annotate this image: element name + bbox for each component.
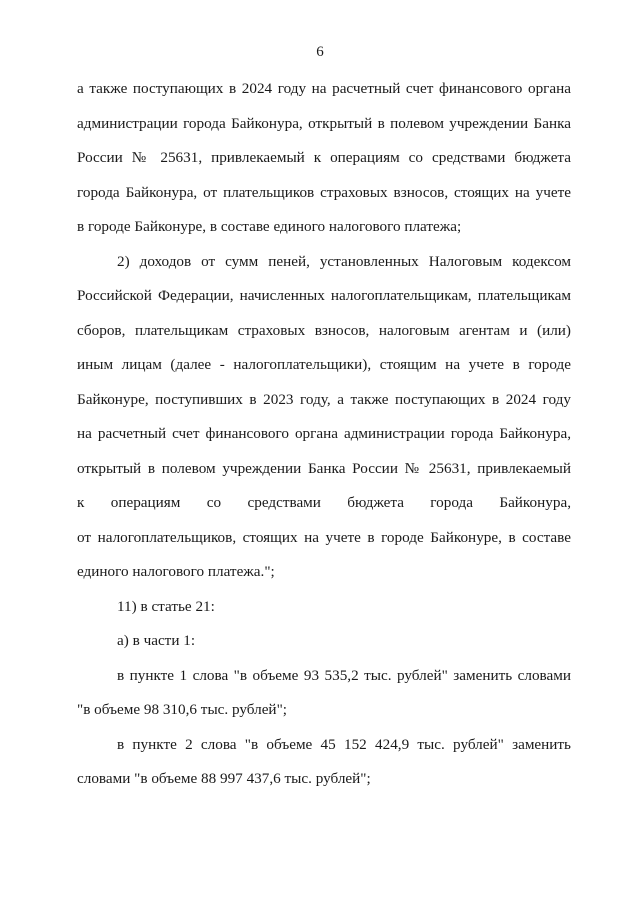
paragraph — [77, 590, 571, 625]
page-number: 6 — [316, 44, 324, 60]
text-line: в пункте 2 слова "в объеме 45 152 424,9 тыс. рублей" заменить — [117, 735, 571, 753]
text-line: в городе Байконуре, в составе единого налогового платежа; — [77, 218, 462, 235]
text-line: словами "в объеме 88 997 437,6 тыс. рублей"; — [77, 770, 371, 787]
text-line: открытый в полевом учреждении Банка России № 25631, привлекаемый — [77, 459, 571, 477]
text-line: России № 25631, привлекаемый к операциям со средствами бюджета — [77, 149, 571, 166]
text-line: Российской Федерации, начисленных налогоплательщикам, плательщикам — [77, 287, 571, 304]
paragraph — [77, 728, 571, 797]
text-line: в пункте 1 слова "в объеме 93 535,2 тыс. рублей" заменить словами — [117, 666, 571, 684]
document-body — [77, 72, 571, 797]
paragraph — [77, 245, 571, 590]
text-line: Байконуре, поступивших в 2023 году, а также поступающих в 2024 году — [77, 390, 571, 408]
text-line: единого налогового платежа."; — [77, 563, 275, 580]
text-line: 2) доходов от сумм пеней, установленных Налоговым кодексом — [117, 252, 571, 270]
text-line: сборов, плательщикам страховых взносов, налоговым агентам и (или) — [77, 321, 571, 339]
paragraph — [77, 659, 571, 728]
text-line: иным лицам (далее - налогоплательщики), стоящим на учете в городе — [77, 356, 571, 373]
text-line: "в объеме 98 310,6 тыс. рублей"; — [77, 701, 287, 718]
paragraph — [77, 72, 571, 245]
text-line: а) в части 1: — [117, 632, 196, 649]
text-line: города Байконура, от плательщиков страховых взносов, стоящих на учете — [77, 183, 571, 201]
text-line: на расчетный счет финансового органа администрации города Байконура, — [77, 425, 571, 442]
text-line: 11) в статье 21: — [117, 597, 215, 615]
text-line: администрации города Байконура, открытый в полевом учреждении Банка — [77, 114, 571, 132]
text-line: а также поступающих в 2024 году на расчетный счет финансового органа — [77, 80, 571, 97]
text-line: от налогоплательщиков, стоящих на учете в городе Байконуре, в составе — [77, 528, 571, 546]
text-line: к операциям со средствами бюджета города Байконура, — [77, 494, 571, 511]
paragraph — [77, 624, 571, 659]
